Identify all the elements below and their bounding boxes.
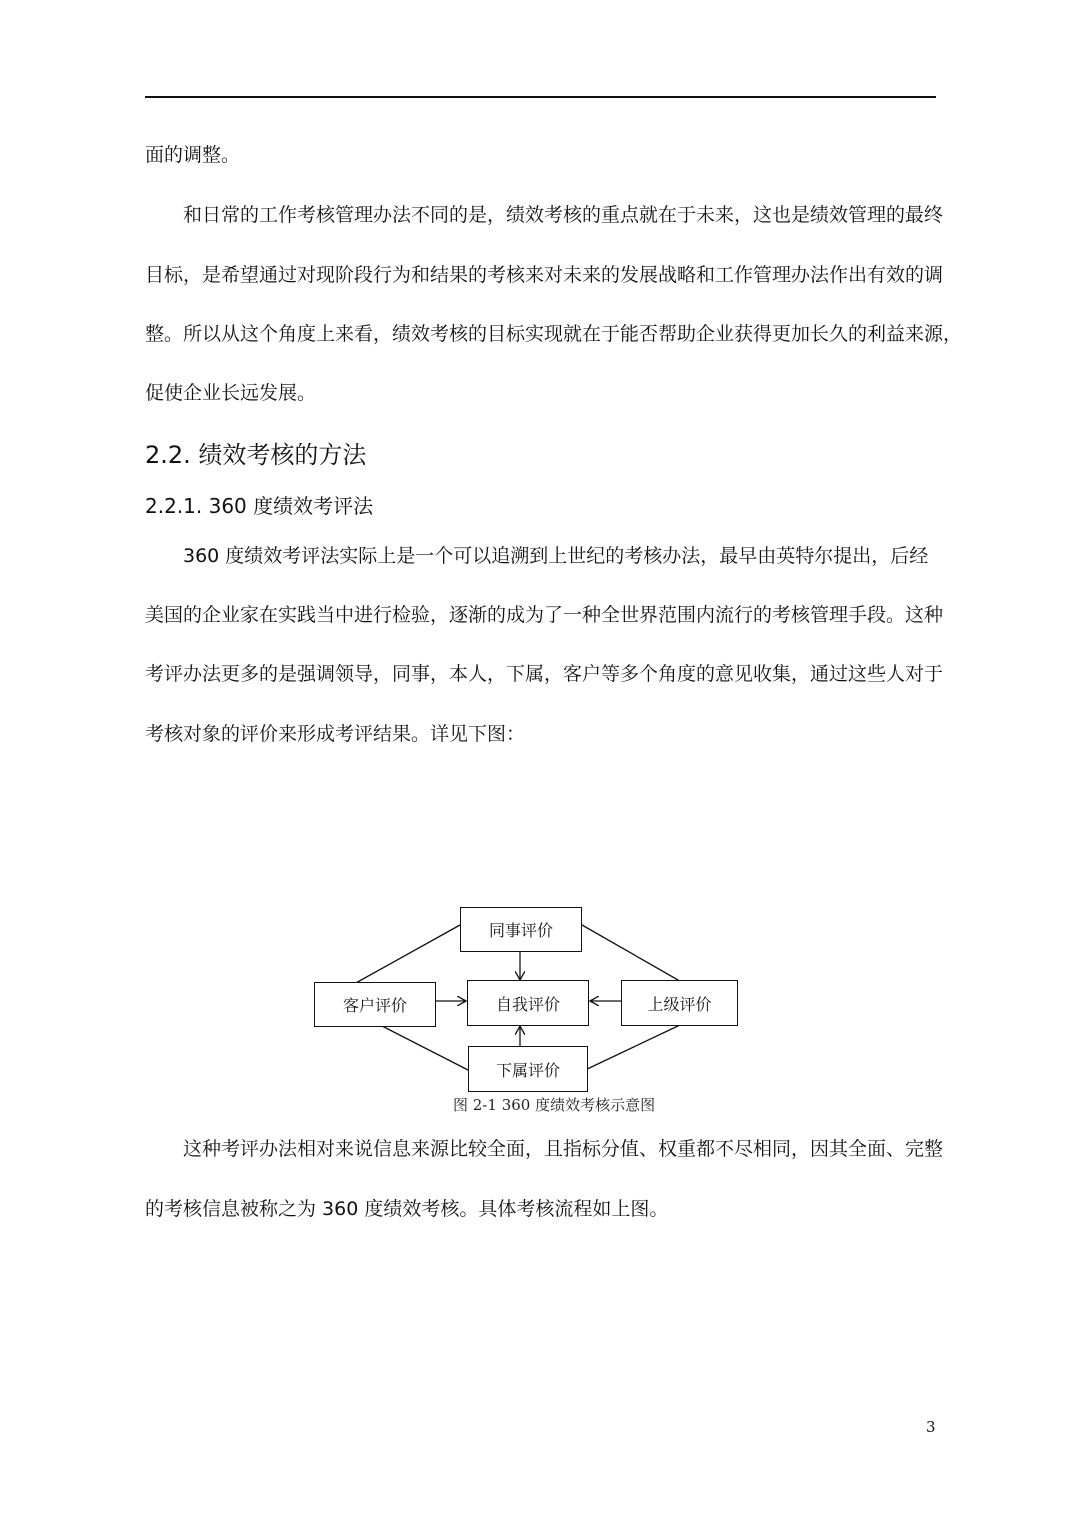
page-number: 3 — [926, 1418, 936, 1436]
paragraph-line: 考评办法更多的是强调领导，同事，本人，下属，客户等多个角度的意见收集，通过这些人对于 — [145, 663, 944, 685]
paragraph-line: 的考核信息被称之为 360 度绩效考核。具体考核流程如上图。 — [145, 1198, 669, 1220]
paragraph-line: 这种考评办法相对来说信息来源比较全面，且指标分值、权重都不尽相同，因其全面、完整 — [183, 1138, 944, 1160]
connector-bottom-left — [380, 1025, 470, 1071]
paragraph-line: 和日常的工作考核管理办法不同的是，绩效考核的重点就在于未来，这也是绩效管理的最终 — [183, 204, 944, 226]
subsection-heading: 2.2.1. 360 度绩效考评法 — [145, 494, 374, 518]
paragraph-line: 考核对象的评价来形成考评结果。详见下图： — [145, 723, 526, 745]
box-subordinate-review: 下属评价 — [468, 1046, 588, 1092]
paragraph-line: 面的调整。 — [145, 144, 241, 166]
paragraph-line: 整。所以从这个角度上来看，绩效考核的目标实现就在于能否帮助企业获得更加长久的利益来源， — [145, 323, 963, 345]
section-heading: 2.2. 绩效考核的方法 — [145, 441, 367, 469]
paragraph-line: 360 度绩效考评法实际上是一个可以追溯到上世纪的考核办法，最早由英特尔提出，后经 — [183, 545, 929, 567]
box-self-review: 自我评价 — [467, 980, 589, 1026]
box-customer-review: 客户评价 — [314, 982, 436, 1027]
paragraph-line: 促使企业长远发展。 — [145, 382, 317, 404]
paragraph-line: 美国的企业家在实践当中进行检验，逐渐的成为了一种全世界范围内流行的考核管理手段。这种 — [145, 604, 944, 626]
figure-360-diagram — [300, 900, 760, 1122]
header-rule — [145, 96, 936, 98]
figure-caption: 图 2-1 360 度绩效考核示意图 — [453, 1096, 656, 1114]
paragraph-line: 目标，是希望通过对现阶段行为和结果的考核来对未来的发展战略和工作管理办法作出有效的调 — [145, 264, 944, 286]
connector-bottom-right — [583, 1025, 680, 1071]
box-peer-review: 同事评价 — [460, 907, 582, 952]
connector-top-left — [354, 925, 460, 984]
box-supervisor-review: 上级评价 — [621, 980, 738, 1026]
connector-top-right — [582, 925, 685, 984]
